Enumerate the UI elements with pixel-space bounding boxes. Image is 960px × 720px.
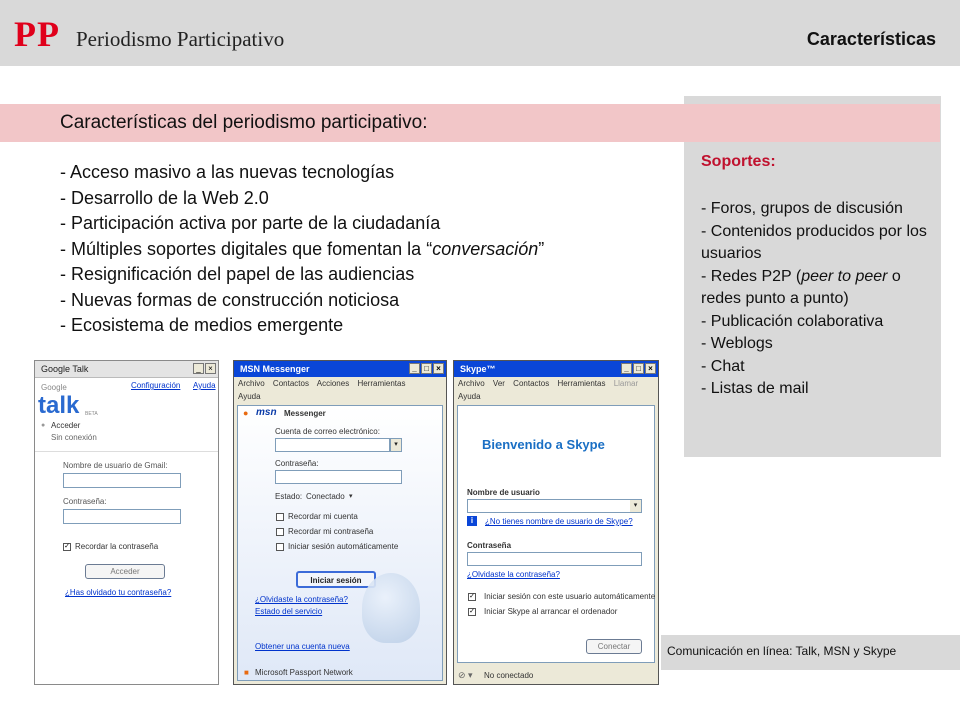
minimize-icon[interactable]: _ xyxy=(193,363,204,374)
menu-contactos[interactable]: Contactos xyxy=(513,379,550,388)
help-link[interactable]: Ayuda xyxy=(193,381,216,390)
state-label: Estado: xyxy=(275,492,303,501)
menu-acciones[interactable]: Acciones xyxy=(316,379,350,388)
username-input[interactable] xyxy=(467,499,642,513)
msn-logo: msn xyxy=(256,407,277,418)
password-input[interactable] xyxy=(467,552,642,566)
new-account-link[interactable]: Obtener una cuenta nueva xyxy=(255,642,350,651)
state-select[interactable]: Conectado xyxy=(306,492,345,501)
chevron-down-icon[interactable]: ▾ xyxy=(630,500,641,512)
remember-password-checkbox[interactable] xyxy=(276,528,284,536)
username-label: Nombre de usuario xyxy=(467,488,540,497)
msn-logo-suffix: Messenger xyxy=(284,409,326,418)
list-item xyxy=(60,237,544,263)
maximize-icon[interactable]: □ xyxy=(633,363,644,374)
list-item: - Resignificación del papel de las audiencias xyxy=(60,264,415,284)
settings-link[interactable]: Configuración xyxy=(131,381,181,390)
menu-herramientas[interactable]: Herramientas xyxy=(557,379,606,388)
remember-label: Recordar la contraseña xyxy=(75,542,159,551)
list-item-text: ” xyxy=(538,238,545,259)
remember-account-checkbox[interactable] xyxy=(276,513,284,521)
list-item-emphasis: conversación xyxy=(432,238,539,259)
menu-archivo[interactable]: Archivo xyxy=(458,379,485,388)
close-icon[interactable]: × xyxy=(645,363,656,374)
butterfly-icon: ● xyxy=(243,408,249,418)
list-item: - Chat xyxy=(701,357,745,375)
list-item: - Acceso masivo a las nuevas tecnologías xyxy=(60,162,395,182)
info-icon: i xyxy=(467,516,477,526)
list-item-text: - Redes P2P ( xyxy=(701,267,802,285)
msn-buddy-icon xyxy=(362,573,420,643)
menu-bar xyxy=(454,377,658,390)
list-item: - Participación activa por parte de la ciudadanía xyxy=(60,213,441,233)
auto-signin-label: Iniciar sesión automáticamente xyxy=(288,542,399,551)
panel-title: Soportes: xyxy=(701,153,776,170)
password-label: Contraseña: xyxy=(275,459,319,468)
list-item: - Nuevas formas de construcción noticiosa xyxy=(60,289,400,310)
skype-window xyxy=(453,360,659,685)
remember-account-label: Recordar mi cuenta xyxy=(288,512,358,521)
window-title: Skype™ xyxy=(460,364,496,374)
status-dot-icon: ● xyxy=(41,422,46,429)
forgot-password-link[interactable]: ¿Olvidaste la contraseña? xyxy=(467,570,560,579)
remember-password-label: Recordar mi contraseña xyxy=(288,527,374,536)
list-item: - Weblogs xyxy=(701,335,773,352)
password-label: Contraseña: xyxy=(63,497,107,506)
slide-heading: Características del periodismo participativo: xyxy=(60,112,428,133)
signin-button[interactable]: Iniciar sesión xyxy=(296,571,376,588)
minimize-icon[interactable]: _ xyxy=(409,363,420,374)
window-title: Google Talk xyxy=(41,364,89,374)
list-item: - Publicación colaborativa xyxy=(701,312,884,330)
menu-archivo[interactable]: Archivo xyxy=(238,379,265,388)
menu-bar-row-2 xyxy=(454,390,658,403)
menu-ayuda[interactable]: Ayuda xyxy=(458,392,481,401)
title-bar xyxy=(454,361,658,377)
image-caption: Comunicación en línea: Talk, MSN y Skype xyxy=(667,644,897,658)
list-item-emphasis: peer to peer xyxy=(801,267,888,285)
maximize-icon[interactable]: □ xyxy=(421,363,432,374)
menu-ver[interactable]: Ver xyxy=(492,379,505,388)
remember-checkbox[interactable]: ✓ xyxy=(64,543,70,550)
list-item xyxy=(701,266,933,311)
forgot-password-link[interactable]: ¿Olvidaste la contraseña? xyxy=(255,595,348,604)
status-icon[interactable]: ⊘ ▾ xyxy=(458,670,473,680)
close-icon[interactable]: × xyxy=(205,363,216,374)
passport-icon: ■ xyxy=(244,668,249,677)
menu-herramientas[interactable]: Herramientas xyxy=(357,379,406,388)
list-item: - Listas de mail xyxy=(701,380,809,397)
connection-status: Sin conexión xyxy=(51,433,97,442)
username-label: Nombre de usuario de Gmail: xyxy=(63,461,168,470)
characteristics-list xyxy=(60,160,544,339)
signin-button[interactable]: Acceder xyxy=(85,564,165,579)
list-item: - Ecosistema de medios emergente xyxy=(60,315,344,335)
list-item: - Foros, grupos de discusión xyxy=(701,200,903,217)
menu-contactos[interactable]: Contactos xyxy=(272,379,309,388)
password-input[interactable] xyxy=(275,470,402,484)
auto-login-checkbox[interactable]: ✓ xyxy=(469,593,475,600)
menu-bar xyxy=(234,377,446,390)
startup-label: Iniciar Skype al arrancar el ordenador xyxy=(484,607,618,616)
username-input[interactable] xyxy=(63,473,181,488)
auto-login-label: Iniciar sesión con este usuario automáticamente xyxy=(484,592,656,601)
signin-link[interactable]: Acceder xyxy=(51,421,81,430)
no-username-link[interactable]: ¿No tienes nombre de usuario de Skype? xyxy=(485,517,633,526)
brand-title: Periodismo Participativo xyxy=(76,27,285,51)
beta-label: BETA xyxy=(85,411,98,417)
google-talk-window xyxy=(34,360,219,685)
supports-list xyxy=(701,198,933,401)
chevron-down-icon[interactable]: ▾ xyxy=(390,438,402,452)
talk-logo: talk xyxy=(38,392,80,419)
auto-signin-checkbox[interactable] xyxy=(276,543,284,551)
google-logo-text: Google xyxy=(41,383,67,392)
msn-messenger-window xyxy=(233,360,447,685)
list-item-text: o redes punto a punto) xyxy=(701,267,901,307)
section-title: Características xyxy=(806,29,936,49)
pp-logo: PP xyxy=(14,14,60,54)
password-label: Contraseña xyxy=(467,541,512,550)
welcome-heading: Bienvenido a Skype xyxy=(482,437,605,452)
email-label: Cuenta de correo electrónico: xyxy=(275,427,380,436)
title-bar xyxy=(35,361,218,378)
menu-llamar[interactable]: Llamar xyxy=(613,379,639,388)
menu-bar-row-2 xyxy=(234,390,446,403)
state-chevron-icon[interactable]: ▾ xyxy=(349,493,353,500)
connection-status: No conectado xyxy=(484,671,534,680)
menu-ayuda[interactable]: Ayuda xyxy=(238,392,261,401)
list-item-text: - Múltiples soportes digitales que fomentan la “ xyxy=(60,238,433,259)
connect-button[interactable]: Conectar xyxy=(586,639,642,654)
window-title: MSN Messenger xyxy=(240,364,310,374)
title-bar xyxy=(234,361,446,377)
forgot-password-link[interactable]: ¿Has olvidado tu contraseña? xyxy=(65,588,172,597)
divider xyxy=(35,451,218,452)
minimize-icon[interactable]: _ xyxy=(621,363,632,374)
passport-label: Microsoft Passport Network xyxy=(255,668,353,677)
list-item: - Desarrollo de la Web 2.0 xyxy=(60,187,269,208)
password-input[interactable] xyxy=(63,509,181,524)
service-status-link[interactable]: Estado del servicio xyxy=(255,607,323,616)
startup-checkbox[interactable]: ✓ xyxy=(469,608,475,615)
list-item: - Contenidos producidos por los usuarios xyxy=(701,222,927,262)
email-input[interactable] xyxy=(275,438,390,452)
close-icon[interactable]: × xyxy=(433,363,444,374)
